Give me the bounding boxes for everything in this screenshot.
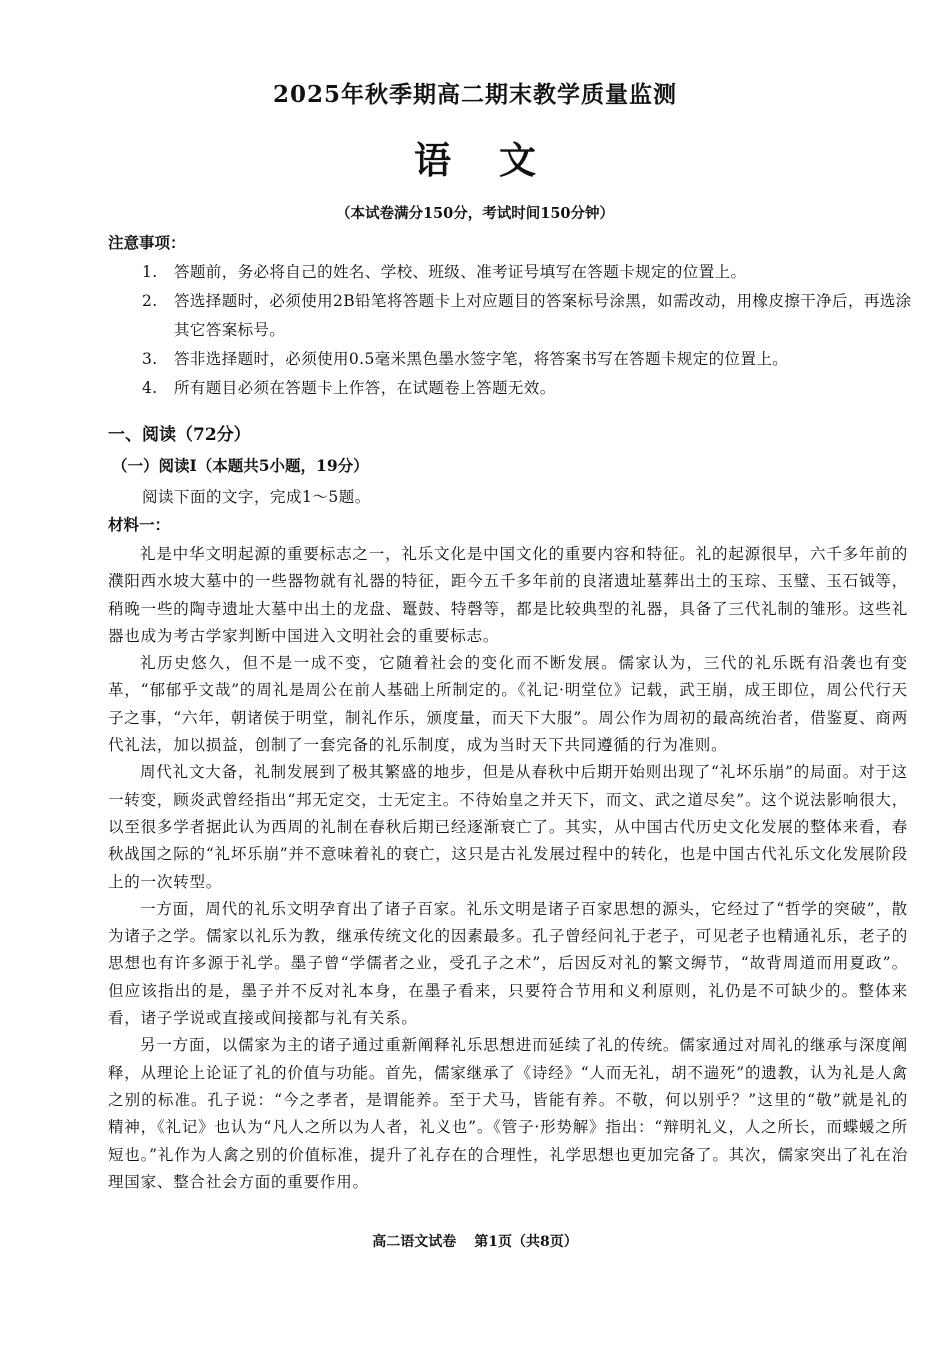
score-note: （本试卷满分150分，考试时间150分钟） — [335, 205, 615, 222]
exam-title: 2025年秋季期高二期末教学质量监测 — [272, 81, 677, 108]
notes-item-text: 所有题目必须在答题卡上作答，在试题卷上答题无效。 — [174, 379, 556, 397]
notes-item-text: 答选择题时，必须使用2B铅笔将答题卡上对应题目的答案标号涂黑，如需改动，用橡皮擦干净后，再选涂其它答案标号。 — [174, 292, 912, 339]
body-paragraph: 另一方面，以儒家为主的诸子通过重新阐释礼乐思想进而延续了礼的传统。儒家通过对周礼的继承与深度阐释，从理论上论证了礼的价值与功能。首先，儒家继承了《诗经》“人而无礼，胡不遄死”的遗教，认为礼是人禽之别的标准。孔子说：“今之孝者，是谓能养。至于犬马，皆能有养。不敬，何以别乎？”这里的“敬”就是礼的精神，《礼记》也认为“凡人之所以为人者，礼义也”。《管子·形势解》指出：“辩明礼义，人之所长，而蝶蝯之所短也。”礼作为人禽之别的价值标准，提升了礼存在的合理性，礼学思想也更加完备了。其次，儒家突出了礼在治理国家、整合社会方面的重要作用。 — [108, 1036, 908, 1191]
notes-block — [108, 232, 918, 403]
notes-item-number: 3. — [142, 350, 158, 368]
body-paragraph: 礼历史悠久，但不是一成不变，它随着社会的变化而不断发展。儒家认为，三代的礼乐既有沿袭也有变革，“郁郁乎文哉”的周礼是周公在前人基础上所制定的。《礼记·明堂位》记载，武王崩，成王即位，周公代行天子之事，“六年，朝诸侯于明堂，制礼作乐，颁度量，而天下大服”。周公作为周初的最高统治者，借鉴夏、商两代礼法，加以损益，创制了一套完备的礼乐制度，成为当时天下共同遵循的行为准则。 — [108, 654, 908, 755]
body-paragraph: 礼是中华文明起源的重要标志之一，礼乐文化是中国文化的重要内容和特征。礼的起源很早，六千多年前的濮阳西水坡大墓中的一些器物就有礼器的特征，距今五千多年前的良渚遗址墓葬出土的玉琮、玉璧、玉石钺等，稍晚一些的陶寺遗址大墓中出土的龙盘、鼍鼓、特磬等，都是比较典型的礼器，具备了三代礼制的雏形。这些礼器也成为考古学家判断中国进入文明社会的重要标志。 — [108, 545, 908, 645]
footer-page-number: 第1页（共8页） — [474, 1234, 578, 1250]
subsection-title: （一）阅读Ⅰ（本题共5小题，19分） — [112, 456, 369, 475]
material-body — [108, 541, 908, 1196]
notes-item-number: 1. — [142, 263, 158, 281]
notes-list — [108, 258, 918, 403]
subject-char-2: 文 — [499, 138, 536, 182]
body-paragraph: 一方面，周代的礼乐文明孕育出了诸子百家。礼乐文明是诸子百家思想的源头，它经过了“哲学的突破”，散为诸子之学。儒家以礼乐为教，继承传统文化的因素最多。孔子曾经问礼于老子，可见老子也精通礼乐，老子的思想也有许多源于礼学。墨子曾“学儒者之业，受孔子之术”，后因反对礼的繁文缛节，“故背周道而用夏政”。但应该指出的是，墨子并不反对礼本身，在墨子看来，只要符合节用和义利原则，礼仍是不可缺少的。整体来看，诸子学说或直接或间接都与礼有关系。 — [108, 899, 908, 1028]
material-label: 材料一： — [108, 515, 171, 534]
footer-paper-name: 高二语文试卷 — [372, 1234, 457, 1250]
notes-item-text: 答题前，务必将自己的姓名、学校、班级、准考证号填写在答题卡规定的位置上。 — [174, 263, 747, 281]
subject-char-1: 语 — [414, 138, 451, 182]
notes-item — [108, 374, 918, 403]
notes-item-number: 4. — [142, 379, 158, 397]
subject-title — [0, 130, 950, 184]
notes-item — [108, 287, 918, 345]
notes-item — [108, 258, 918, 287]
body-paragraph: 周代礼文大备，礼制发展到了极其繁盛的地步，但是从春秋中后期开始则出现了“礼坏乐崩”的局面。对于这一转变，顾炎武曾经指出“邦无定交，士无定主。不待始皇之并天下，而文、武之道尽矣”。这个说法影响很大，以至很多学者据此认为西周的礼制在春秋后期已经逐渐衰亡了。其实，从中国古代历史文化发展的整体来看，春秋战国之际的“礼坏乐崩”并不意味着礼的衰亡，这只是古礼发展过程中的转化，也是中国古代礼乐文化发展阶段上的一次转型。 — [108, 763, 908, 891]
notes-item — [108, 345, 918, 374]
reading-instruction: 阅读下面的文字，完成1～5题。 — [142, 488, 371, 506]
section-title: 一、阅读（72分） — [108, 425, 251, 445]
notes-heading: 注意事项： — [108, 233, 186, 252]
notes-item-text: 答非选择题时，必须使用0.5毫米黑色墨水签字笔，将答案书写在答题卡规定的位置上。 — [174, 350, 789, 368]
page-footer — [0, 1231, 950, 1251]
notes-item-number: 2. — [142, 292, 158, 310]
